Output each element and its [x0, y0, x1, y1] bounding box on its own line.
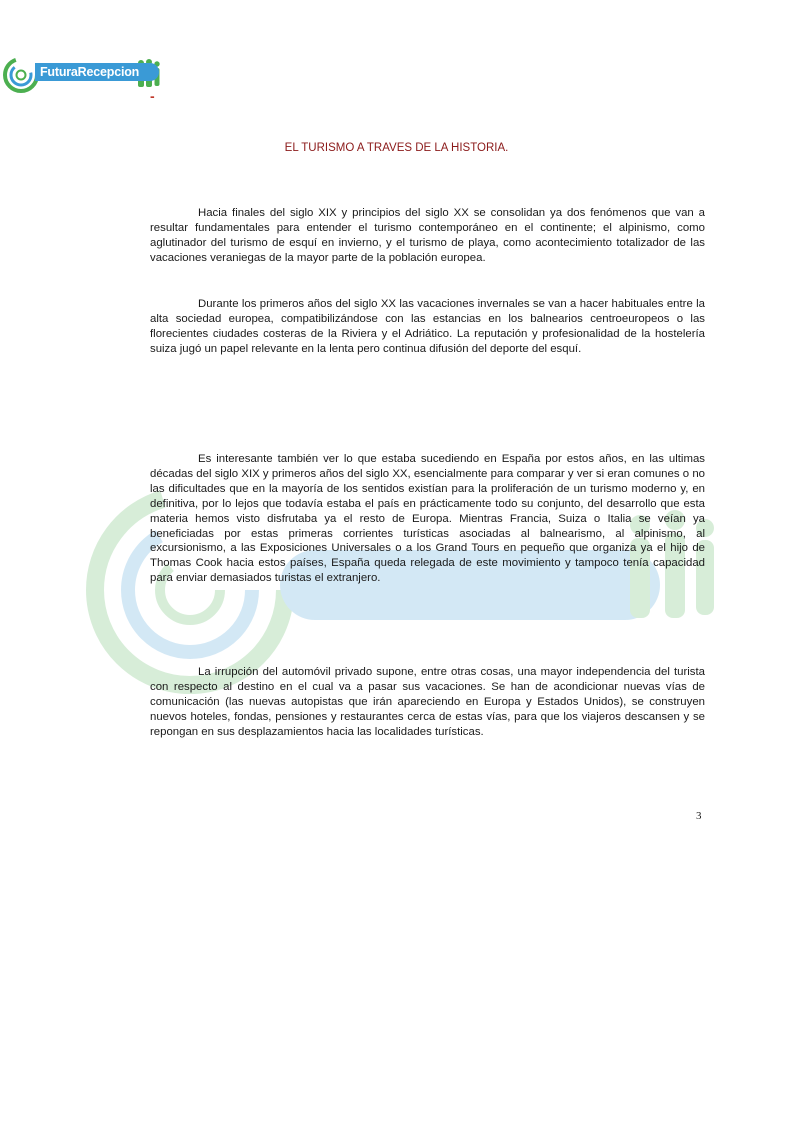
- page-number: 3: [696, 810, 702, 822]
- logo-dash: -: [150, 88, 155, 104]
- paragraph-4: [150, 665, 705, 740]
- paragraph-1: [150, 206, 705, 266]
- paragraph-1-text: Hacia finales del siglo XIX y principios del siglo XX se consolidan ya dos fenómenos que van a resultar fundamentales para entender el turismo contemporáneo en el continente; el alpinismo, como aglutinador del turismo de esquí en invierno, y el turismo de playa, como acontecimiento totalizador de las vacaciones veraniegas de la mayor parte de la población europea.: [150, 207, 705, 264]
- paragraph-4-text: La irrupción del automóvil privado supone, entre otras cosas, una mayor independencia del turista con respecto al destino en el cual va a pasar sus vacaciones. Se han de acondicionar nuevas vías de comunicación (las nuevas autopistas que irán apareciendo en Europa y Estados Unidos), se construyen nuevos hoteles, fondas, pensiones y restaurantes cerca de estas vías, para que los viajeros descansen y se repongan en sus desplazamientos hacia las localidades turísticas.: [150, 666, 705, 738]
- paragraph-3-text: Es interesante también ver lo que estaba sucediendo en España por estos años, en las ultimas décadas del siglo XIX y primeros años del siglo XX, esencialmente para comparar y ver si eran comunes o no las dificultades que en la mayoría de los sentidos existían para la proliferación de un turismo moderno y, en definitiva, por lo lejos que todavía estaba el país en prácticamente todo su conjunto, del desarrollo que esta materia hemos visto disfrutaba ya el resto de Europa. Mientras Francia, Suiza o Italia se veían ya beneficiadas por estas primeras corrientes turísticas asociadas al balnearismo, al alpinismo, al excursionismo, a las Exposiciones Universales o a los Grand Tours en pequeño que organiza ya el hijo de Thomas Cook hacia estos países, España queda relegada de este movimiento y tampoco tenía capacidad para enviar demasiados turistas el extranjero.: [150, 453, 705, 585]
- paragraph-2-text: Durante los primeros años del siglo XX las vacaciones invernales se van a hacer habituales entre la alta sociedad europea, compatibilizándose con las estancias en los balnearios centroeuropeos o las florecientes ciudades costeras de la Riviera y el Adriático. La reputación y profesionalidad de la hostelería suiza jugó un papel relevante en la lenta pero continua difusión del deporte del esquí.: [150, 298, 705, 355]
- document-title: EL TURISMO A TRAVES DE LA HISTORIA.: [284, 142, 509, 154]
- logo-text: FuturaRecepcion: [35, 63, 159, 81]
- paragraph-2: [150, 297, 705, 357]
- paragraph-3: [150, 452, 705, 586]
